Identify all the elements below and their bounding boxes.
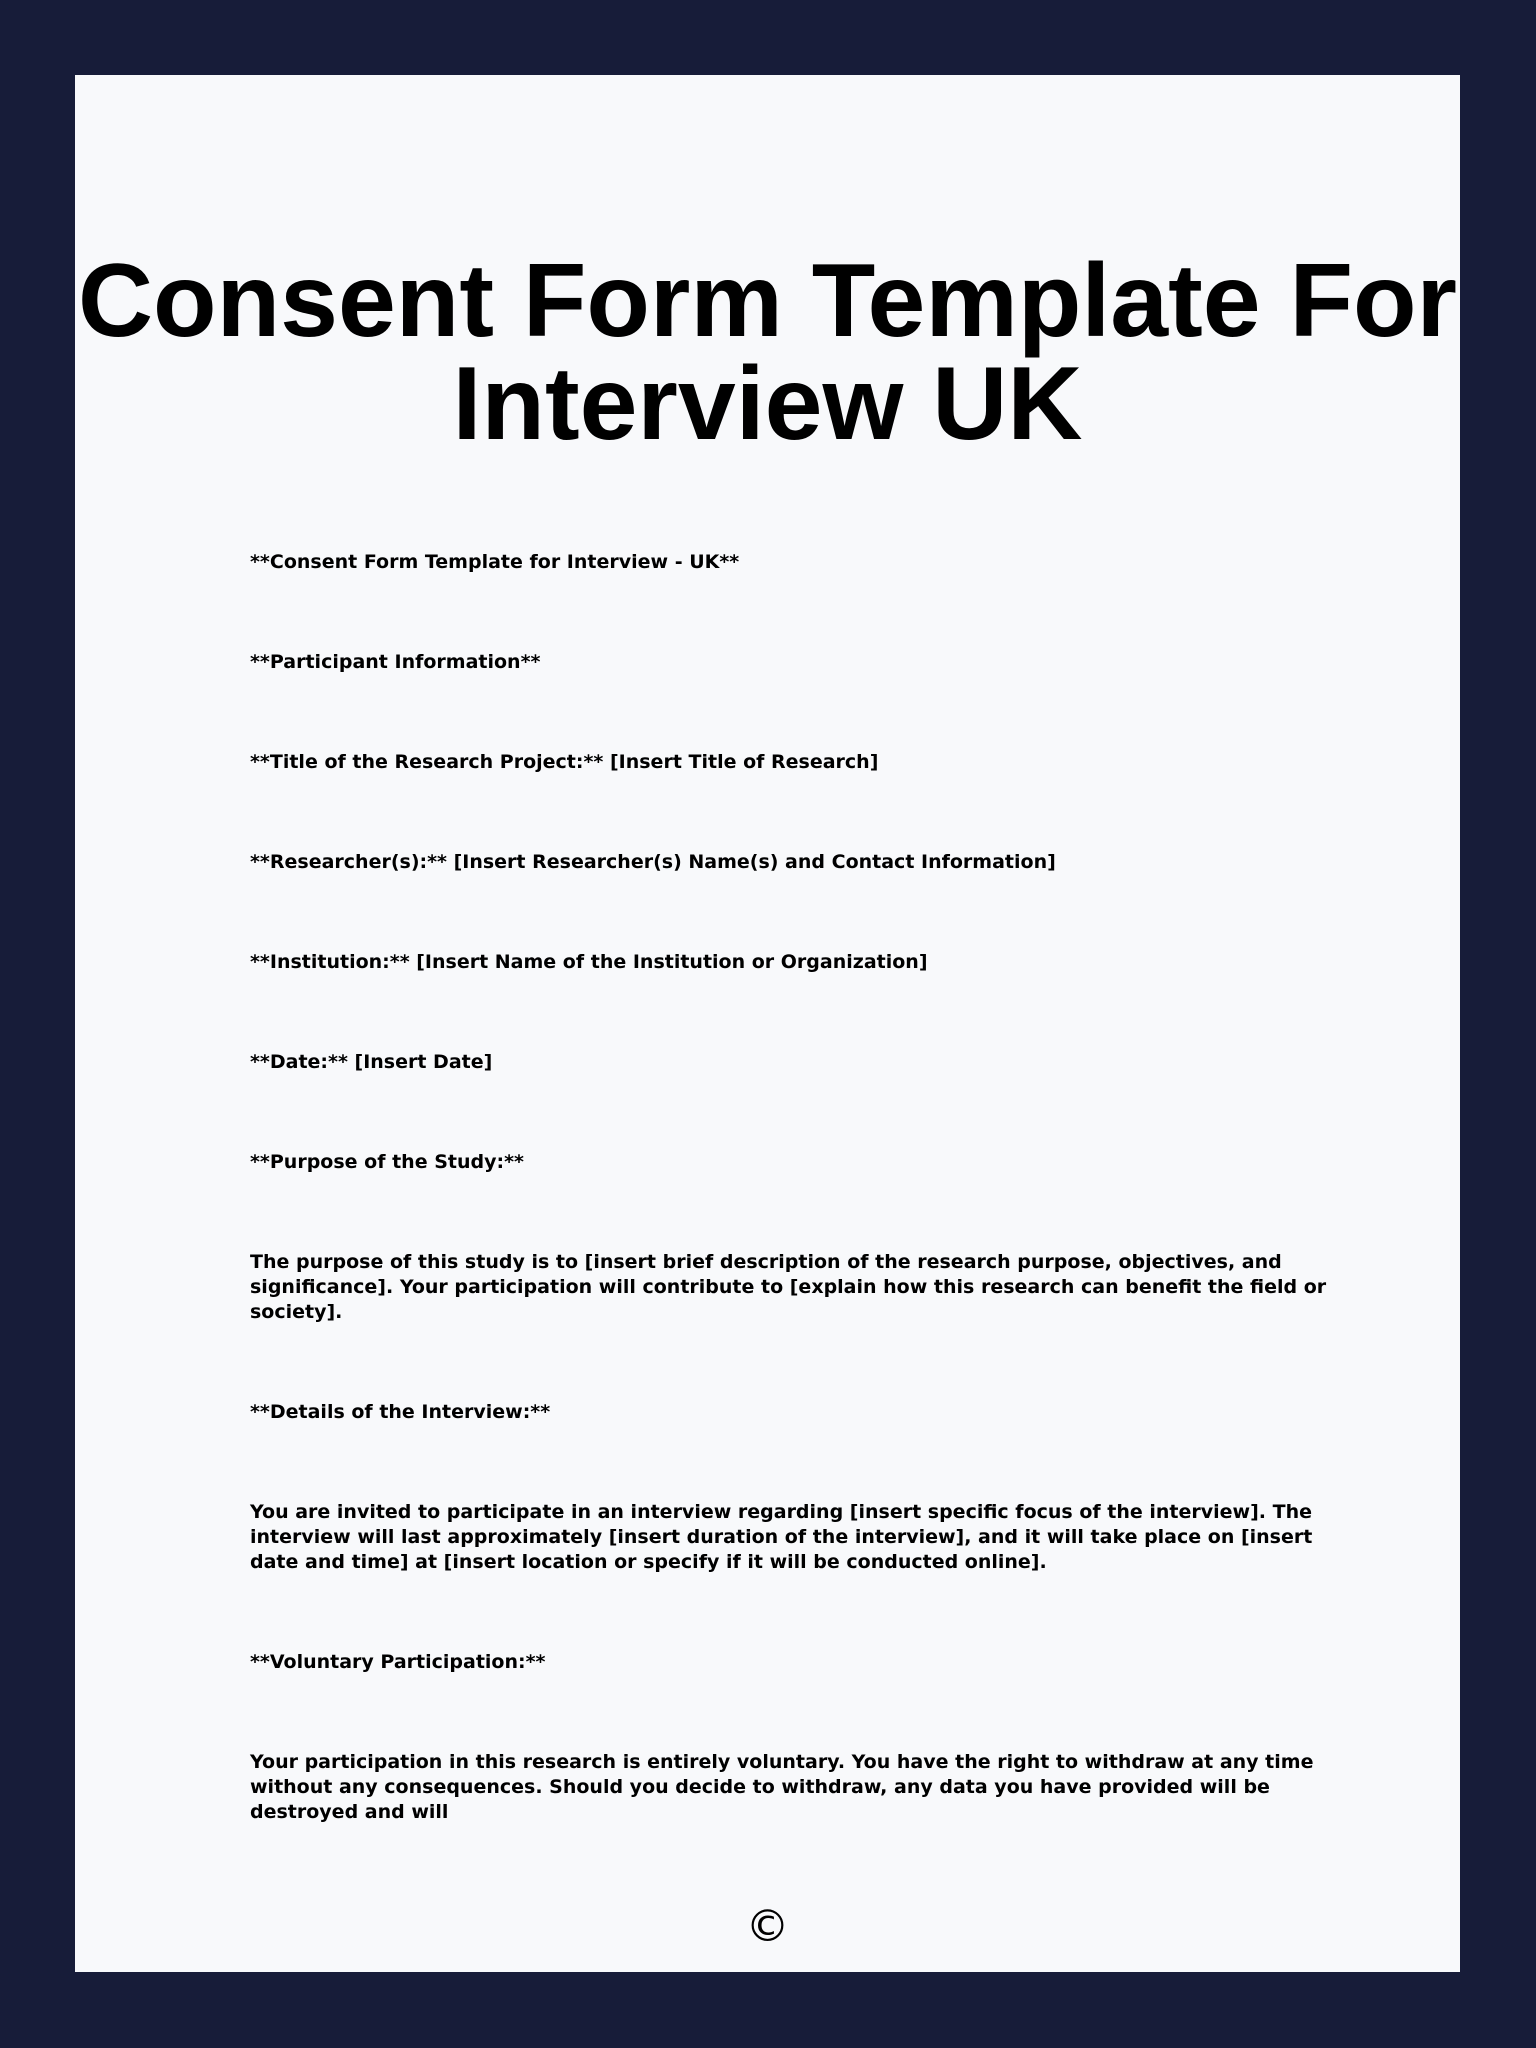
voluntary-paragraph: Your participation in this research is entirely voluntary. You have the right to withdraw at any time without any consequences. Should you decide to withdraw, any data you have provided will be destroyed and will [250, 1751, 1314, 1823]
voluntary-heading: **Voluntary Participation:** [250, 1651, 546, 1673]
project-title-field: **Title of the Research Project:** [Insert Title of Research] [250, 751, 879, 773]
date-field: **Date:** [Insert Date] [250, 1051, 493, 1073]
purpose-heading: **Purpose of the Study:** [250, 1151, 524, 1173]
details-heading: **Details of the Interview:** [250, 1401, 551, 1423]
participant-info-heading: **Participant Information** [250, 651, 541, 673]
purpose-paragraph: The purpose of this study is to [insert brief description of the research purpose, objectives, and significance]. Your participation will contribute to [explain how this research can benefit the field or society]. [250, 1251, 1327, 1323]
form-heading: **Consent Form Template for Interview - UK** [250, 551, 740, 573]
document-title: Consent Form Template For Interview UK [77, 243, 1458, 462]
document-page [75, 75, 1460, 1972]
details-paragraph: You are invited to participate in an interview regarding [insert specific focus of the interview]. The interview will last approximately [insert duration of the interview], and it will take place on [insert date and time] at [insert location or specify if it will be conducted online]. [250, 1501, 1313, 1573]
researchers-field: **Researcher(s):** [Insert Researcher(s) Name(s) and Contact Information] [250, 851, 1056, 873]
copyright-icon: © [745, 1901, 790, 1952]
institution-field: **Institution:** [Insert Name of the Institution or Organization] [250, 951, 928, 973]
